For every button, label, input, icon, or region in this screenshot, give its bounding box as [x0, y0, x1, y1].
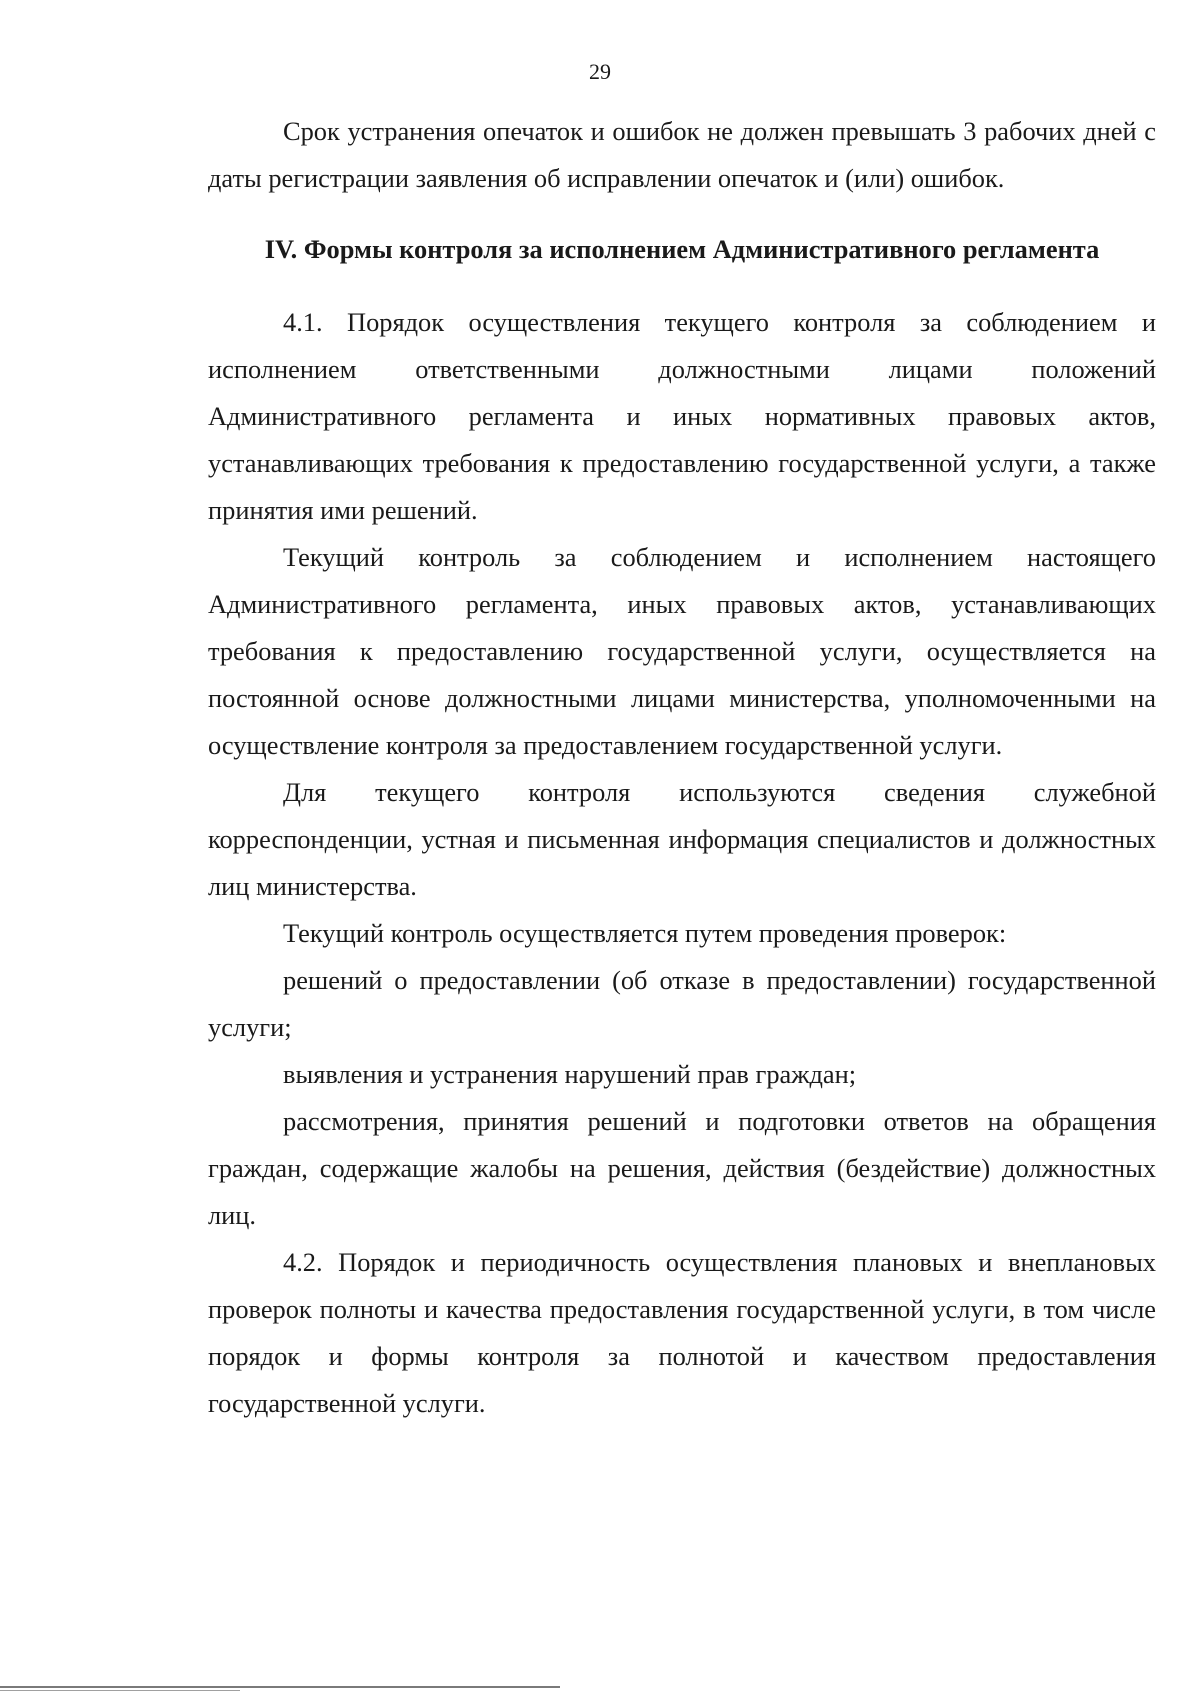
- paragraph-4-1: 4.1. Порядок осуществления текущего контроля за соблюдением и исполнением ответственными должностными лицами положений Административного регламента и иных нормативных правовых актов, устанавливающих требования к предоставлению государственной услуги, а также принятия ими решений.: [208, 307, 1156, 525]
- scan-edge-line: [0, 1690, 240, 1691]
- list-item: решений о предоставлении (об отказе в предоставлении) государственной услуги;: [208, 965, 1156, 1042]
- page-number: 29: [589, 59, 611, 84]
- list-item: рассмотрения, принятия решений и подготовки ответов на обращения граждан, содержащие жалобы на решения, действия (бездействие) должностных лиц.: [208, 1106, 1156, 1230]
- paragraph-inspections: Текущий контроль осуществляется путем проведения проверок:: [283, 918, 1007, 948]
- list-item: выявления и устранения нарушений прав граждан;: [283, 1059, 857, 1089]
- paragraph-sources: Для текущего контроля используются сведения служебной корреспонденции, устная и письменная информация специалистов и должностных лиц министерства.: [208, 777, 1156, 901]
- section-heading: IV. Формы контроля за исполнением Административного регламента: [264, 234, 1100, 264]
- paragraph-correction-deadline: Срок устранения опечаток и ошибок не должен превышать 3 рабочих дней с даты регистрации заявления об исправлении опечаток и (или) ошибок.: [208, 116, 1156, 193]
- paragraph-4-2: 4.2. Порядок и периодичность осуществления плановых и внеплановых проверок полноты и качества предоставления государственной услуги, в том числе порядок и формы контроля за полнотой и качеством предоставления государственной услуги.: [208, 1247, 1156, 1418]
- document-body: [208, 108, 1156, 1427]
- scan-edge-line: [0, 1686, 560, 1688]
- paragraph-current-control: Текущий контроль за соблюдением и исполнением настоящего Административного регламента, иных правовых актов, устанавливающих требования к предоставлению государственной услуги, осуществляется на постоянной основе должностными лицами министерства, уполномоченными на осуществление контроля за предоставлением государственной услуги.: [208, 542, 1156, 760]
